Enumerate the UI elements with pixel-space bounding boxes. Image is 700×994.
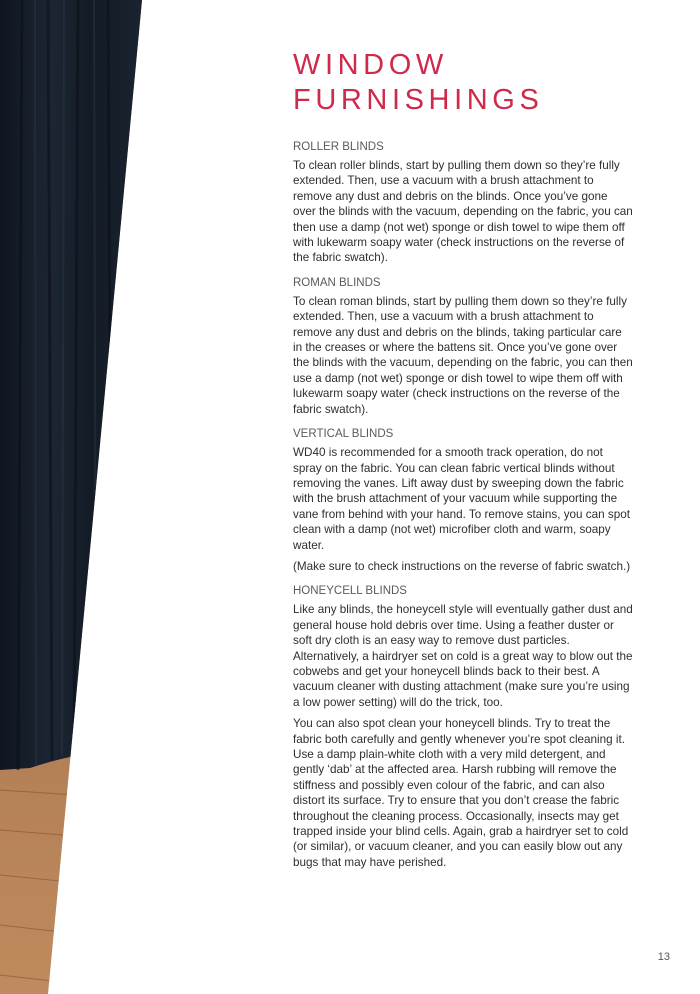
main-content: [293, 48, 633, 880]
section-heading: ROLLER BLINDS: [293, 141, 384, 153]
section-paragraph: To clean roman blinds, start by pulling them down so they’re fully extended. Then, use a vacuum with a brush attachment to remove any dust and debris on the blinds, taking particular care in the creases or where the battens sit. Once you’ve gone over the blinds with the vacuum, depending on the fabric, you can then use a damp (not wet) sponge or dish towel to wipe them off with lukewarm soapy water (check instructions on the reverse of the fabric swatch).: [293, 294, 633, 416]
section-paragraph: To clean roller blinds, start by pulling them down so they’re fully extended. Then, use a vacuum with a brush attachment to remove any dust and debris on the blinds. Once you’ve gone over the blinds with the vacuum, depending on the fabric, you can then use a damp (not wet) sponge or dish towel to wipe them off with lukewarm soapy water (check instructions on the reverse of the fabric swatch).: [293, 159, 633, 265]
page-title-line-1: WINDOW: [293, 49, 448, 81]
section-paragraph: (Make sure to check instructions on the reverse of fabric swatch.): [293, 559, 631, 573]
section-paragraph: You can also spot clean your honeycell blinds. Try to treat the fabric both carefully and gently whenever you’re spot cleaning it. Use a damp plain-white cloth with a very mild detergent, and gently ‘dab’ at the affected area. Harsh rubbing will remove the stiffness and possibly even colour of the fabric, and can also distort its surface. Try to ensure that you don’t crease the fabric throughout the cleaning process. Occasionally, insects may get trapped inside your blind cells. Again, grab a hairdryer set to cold (or similar), or vacuum cleaner, and you can easily blow out any bugs that may have perished.: [293, 717, 629, 869]
section-roller-blinds: [293, 140, 633, 266]
page-title-line-2: FURNISHINGS: [293, 84, 544, 116]
section-roman-blinds: [293, 276, 633, 417]
section-paragraph: WD40 is recommended for a smooth track operation, do not spray on the fabric. You can clean fabric vertical blinds without removing the vanes. Lift away dust by sweeping down the fabric with the brush attachment of your vacuum while supporting the vane from behind with your hand. To remove stains, you can spot clean with a damp (not wet) microfiber cloth and warm, soapy water.: [293, 446, 630, 552]
section-vertical-blinds: [293, 427, 633, 574]
section-heading: ROMAN BLINDS: [293, 276, 381, 289]
page-number: 13: [657, 951, 670, 963]
section-paragraph: Like any blinds, the honeycell style will eventually gather dust and general house hold debris over time. Using a feather duster or soft dry cloth is an easy way to remove dust particles. Alternatively, a hairdryer set on cold is a great way to blow out the cobwebs and get your honeycell blinds back to their best. A vacuum cleaner with dusting attachment (make sure you’re using a low power setting) will do the trick, too.: [293, 603, 633, 709]
section-heading: VERTICAL BLINDS: [293, 428, 394, 441]
page-title: [293, 48, 633, 118]
section-heading: HONEYCELL BLINDS: [293, 585, 407, 598]
section-honeycell-blinds: [293, 584, 633, 870]
